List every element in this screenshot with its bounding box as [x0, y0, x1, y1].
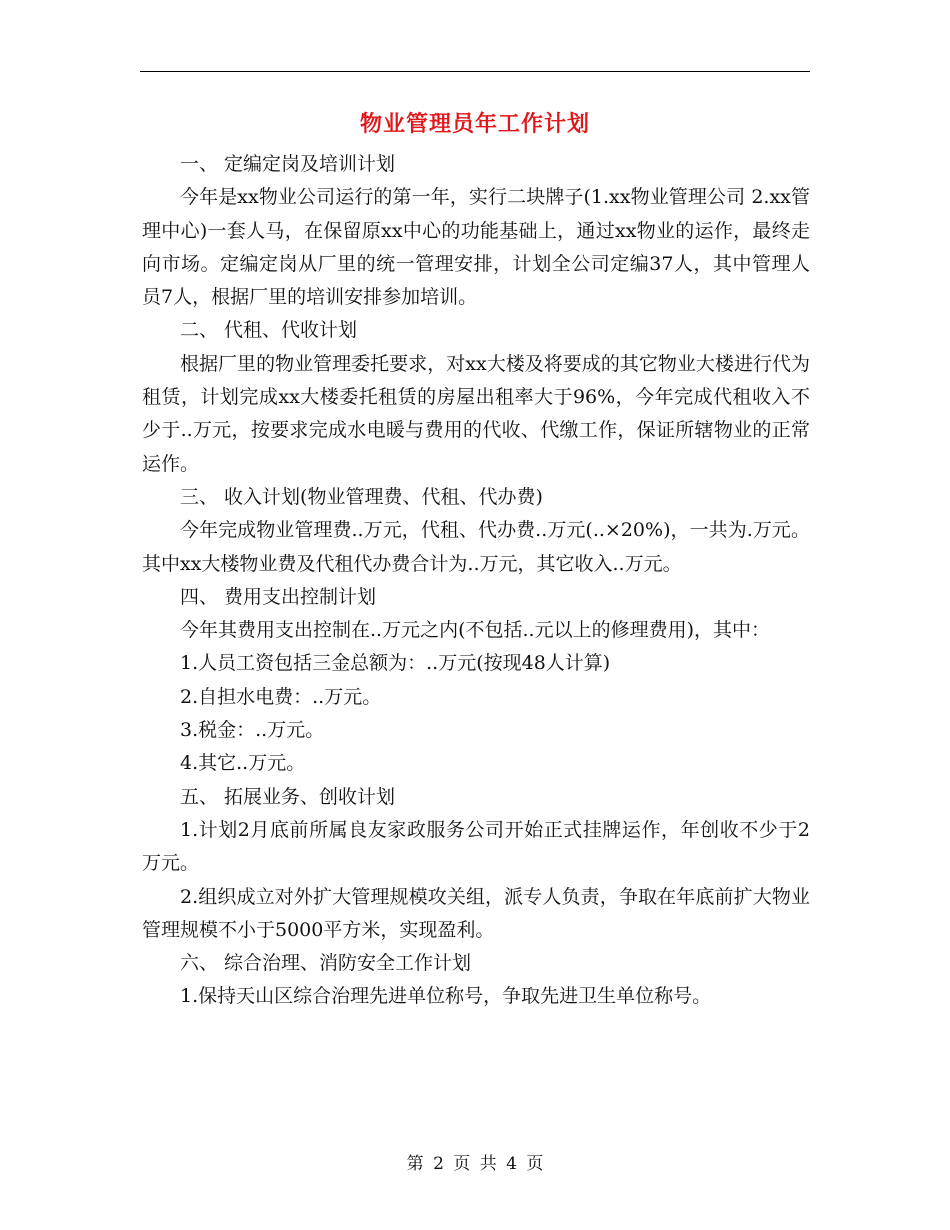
- body-paragraph: 今年完成物业管理费..万元，代租、代办费..万元(..×20%)，一共为.万元。其中xx大楼物业费及代租代办费合计为..万元，其它收入..万元。: [142, 519, 810, 575]
- section-heading: 六、 综合治理、消防安全工作计划: [180, 952, 472, 975]
- list-item: 3.税金：..万元。: [180, 719, 325, 742]
- body-paragraph: 根据厂里的物业管理委托要求，对xx大楼及将要成的其它物业大楼进行代为租赁，计划完成xx大楼委托租赁的房屋出租率大于96%，今年完成代租收入不少于..万元，按要求完成水电暖与费用的代收、代缴工作，保证所辖物业的正常运作。: [142, 352, 810, 475]
- page-number-footer: 第 2 页 共 4 页: [406, 1154, 544, 1174]
- section-heading: 四、 费用支出控制计划: [180, 585, 377, 608]
- list-item: 2.自担水电费：..万元。: [180, 685, 382, 708]
- list-item: 4.其它..万元。: [180, 752, 306, 775]
- section-heading: 二、 代租、代收计划: [180, 319, 358, 342]
- document-title: 物业管理员年工作计划: [359, 111, 590, 137]
- body-paragraph: 今年其费用支出控制在..万元之内(不包括..元以上的修理费用)，其中：: [180, 619, 770, 642]
- list-item: 1.人员工资包括三金总额为：..万元(按现48人计算): [180, 652, 611, 675]
- list-item: 1.保持天山区综合治理先进单位称号，争取先进卫生单位称号。: [180, 985, 712, 1008]
- section-heading: 三、 收入计划(物业管理费、代租、代办费): [180, 485, 543, 508]
- header-rule: [140, 71, 810, 72]
- section-heading: 一、 定编定岗及培训计划: [180, 153, 396, 175]
- list-item: 1.计划2月底前所属良友家政服务公司开始正式挂牌运作，年创收不少于2万元。: [142, 818, 810, 875]
- document-body: [142, 148, 810, 1014]
- body-paragraph: 今年是xx物业公司运行的第一年，实行二块牌子(1.xx物业管理公司 2.xx管理中心)一套人马，在保留原xx中心的功能基础上，通过xx物业的运作，最终走向市场。定编定岗从厂里的统一管理安排，计划全公司定编37人，其中管理人员7人，根据厂里的培训安排参加培训。: [142, 186, 810, 309]
- section-heading: 五、 拓展业务、创收计划: [180, 785, 396, 808]
- list-item: 2.组织成立对外扩大管理规模攻关组，派专人负责，争取在年底前扩大物业管理规模不小于5000平方米，实现盈利。: [142, 885, 810, 941]
